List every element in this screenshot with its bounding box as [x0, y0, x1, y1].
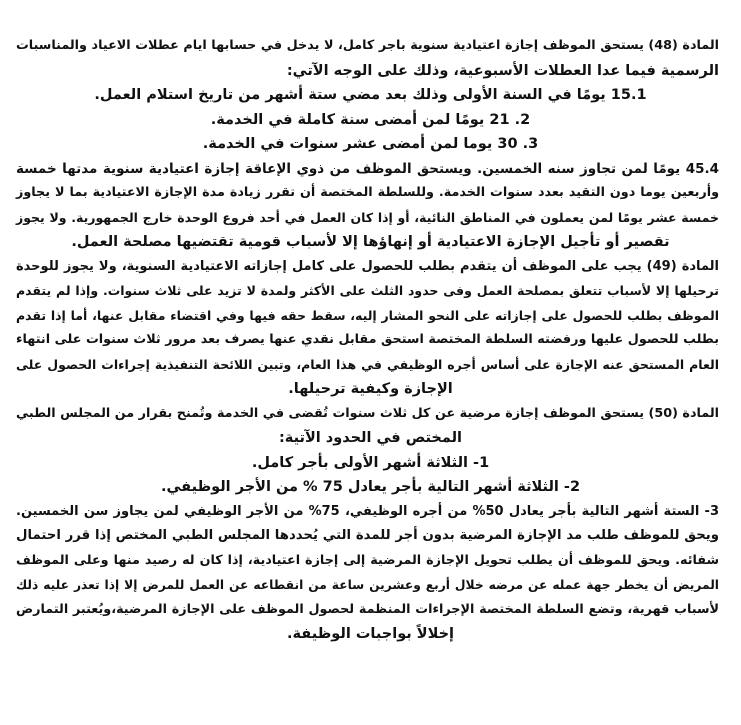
text-line: الموظف بطلب للحصول على إجازاته على النحو المشار إليه، سقط حقه فيها وفي اقتضاء مقابل عنها، أما إذا تقدم — [16, 307, 719, 323]
text-line: لأسباب قهرية، وتضع السلطة المختصة الإجراءات المنظمة لحصول الموظف على الإجازة المرضية،ويُعتبر التمارض — [16, 601, 719, 617]
text-line: المادة (49) يجب على الموظف أن يتقدم بطلب للحصول على كامل إجازاته الاعتيادية السنوية، ولا يجوز للوحدة — [16, 258, 719, 274]
text-line: 3- الستة أشهر التالية بأجر يعادل 50% من أجره الوظيفي، 75% من الأجر الوظيفي لمن يجاوز سن الخمسين. — [16, 503, 719, 519]
text-line: المادة (50) يستحق الموظف إجازة مرضية عن كل ثلاث سنوات تُقضى في الخدمة وتُمنح بقرار من المجلس الطبي — [16, 405, 719, 421]
text-line: 1- الثلاثة أشهر الأولى بأجر كامل. — [251, 454, 490, 471]
text-line: العام المستحق عنه الإجازة على أساس أجره الوظيفي في هذا العام، وتبين اللائحة التنفيذية إجراءات الحصول على — [16, 356, 719, 372]
text-line: شفائه. ويحق للموظف أن يطلب تحويل الإجازة المرضية إلى إجازة اعتيادية، إذا كان له رصيد منها وعلى الموظف — [16, 552, 719, 568]
text-line: وأربعين يوما دون التقيد بعدد سنوات الخدمة. وللسلطة المختصة أن تقرر زيادة مدة الإجازة الاعتيادية بما لا يجاوز — [16, 185, 719, 200]
text-line: 45.4 يومًا لمن تجاوز سنه الخمسين. ويستحق الموظف من ذوي الإعاقة إجازة اعتيادية سنوية مدتها خمسة — [16, 160, 719, 177]
text-line: الإجازة وكيفية ترحيلها. — [288, 381, 453, 397]
text-line: تقصير أو تأجيل الإجازة الاعتيادية أو إنهاؤها إلا لأسباب قومية تقتضيها مصلحة العمل. — [71, 234, 670, 250]
text-line: ويحق للموظف طلب مد الإجازة المرضية بدون أجر للمدة التي يُحددها المجلس الطبي المختص إذا قرر احتمال — [16, 528, 719, 543]
document-body — [0, 34, 741, 647]
text-line: 2- الثلاثة أشهر التالية بأجر يعادل 75 % من الأجر الوظيفي. — [160, 479, 581, 495]
text-line: 15.1 يومًا في السنة الأولى وذلك بعد مضي ستة أشهر من تاريخ استلام العمل. — [94, 87, 647, 103]
text-line: 2. 21 يومًا لمن أمضى سنة كاملة في الخدمة. — [210, 111, 531, 128]
text-line: ترحيلها إلا لأسباب تتعلق بمصلحة العمل وفى حدود الثلث على الأكثر ولمدة لا تزيد على ثلاث سنوات. وإذا لم يتقدم — [16, 283, 719, 298]
text-line: إخلالاً بواجبات الوظيفة. — [286, 626, 455, 642]
text-line: المريض أن يخطر جهة عمله عن مرضه خلال أربع وعشرين ساعة من انقطاعه عن العمل للمرض إلا إذا تعذر عليه ذلك — [16, 578, 719, 592]
text-line: المادة (48) يستحق الموظف إجازة اعتيادية سنوية باجر كامل، لا يدخل في حسابها ايام عطلات الاعياد والمناسبات — [16, 38, 719, 53]
text-line: الرسمية فيما عدا العطلات الأسبوعية، وذلك على الوجه الآتي: — [286, 62, 719, 79]
text-line: خمسة عشر يومًا لمن يعملون في المناطق النائية، أو إذا كان العمل في أحد فروع الوحدة خارج الجمهورية. ولا يجوز — [16, 209, 719, 225]
text-line: بطلب للحصول عليها ورفضته السلطة المختصة استحق مقابل نقدي عنها يصرف بعد مرور ثلاث سنوات على انتهاء — [16, 332, 719, 347]
text-line: 3. 30 يوما لمن أمضى عشر سنوات في الخدمة. — [202, 136, 539, 152]
text-line: المختص في الحدود الآتية: — [278, 430, 462, 446]
